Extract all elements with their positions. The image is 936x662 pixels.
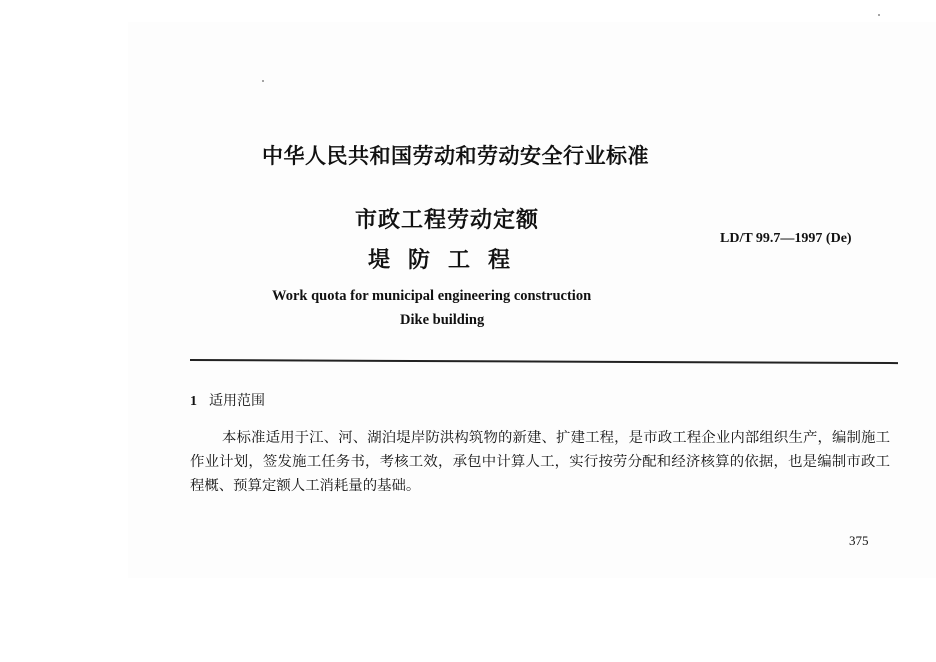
english-title: Work quota for municipal engineering construction — [272, 288, 592, 304]
section-heading — [190, 390, 265, 410]
section-number: 1 — [190, 394, 197, 409]
english-subtitle: Dike building — [400, 312, 485, 328]
page-number: 375 — [849, 533, 869, 548]
document-title: 市政工程劳动定额 — [355, 208, 540, 233]
section-title: 适用范围 — [209, 393, 265, 409]
document-subtitle: 堤防工程 — [368, 248, 529, 273]
standard-category: 中华人民共和国劳动和劳动安全行业标准 — [262, 144, 649, 168]
scan-speck — [262, 80, 264, 82]
scan-speck — [878, 14, 880, 16]
standard-code: LD/T 99.7—1997 (De) — [720, 231, 852, 246]
section-body: 本标准适用于江、河、湖泊堤岸防洪构筑物的新建、扩建工程，是市政工程企业内部组织生产，编制施工作业计划，签发施工任务书，考核工效，承包中计算人工，实行按劳分配和经济核算的依据，也是编制市政工程概、预算定额人工消耗量的基础。 — [190, 430, 890, 494]
